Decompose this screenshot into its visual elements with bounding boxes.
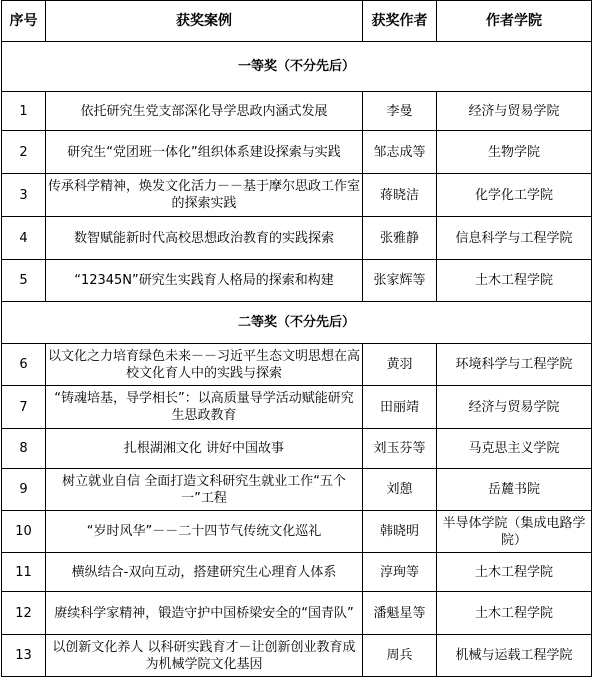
row-author: 张雅静	[363, 217, 437, 260]
row-no: 8	[2, 429, 46, 469]
section-row-first	[2, 42, 592, 92]
row-author: 蒋晓洁	[363, 174, 437, 217]
row-no: 3	[2, 174, 46, 217]
row-author: 韩晓明	[363, 511, 437, 553]
section-row-second	[2, 302, 592, 344]
row-no: 13	[2, 635, 46, 677]
row-author: 淳珣等	[363, 553, 437, 592]
row-college: 生物学院	[437, 131, 592, 174]
row-title: 依托研究生党支部深化导学思政内涵式发展	[46, 92, 363, 131]
table-row	[2, 174, 592, 217]
row-title: 赓续科学家精神，锻造守护中国桥梁安全的“国青队”	[46, 592, 363, 635]
header-author: 获奖作者	[363, 1, 437, 42]
row-college: 环境科学与工程学院	[437, 344, 592, 386]
table-row	[2, 553, 592, 592]
section-label-first-prize: 一等奖（不分先后）	[2, 42, 592, 92]
table-row	[2, 260, 592, 302]
row-title: 以文化之力培育绿色未来－－习近平生态文明思想在高校文化育人中的实践与探索	[46, 344, 363, 386]
table-row	[2, 131, 592, 174]
table-row	[2, 92, 592, 131]
row-college: 经济与贸易学院	[437, 92, 592, 131]
header-college: 作者学院	[437, 1, 592, 42]
row-college: 化学化工学院	[437, 174, 592, 217]
row-college: 半导体学院（集成电路学院）	[437, 511, 592, 553]
row-author: 李曼	[363, 92, 437, 131]
row-author: 田丽靖	[363, 386, 437, 429]
row-author: 张家辉等	[363, 260, 437, 302]
row-no: 7	[2, 386, 46, 429]
row-title: “12345N”研究生实践育人格局的探索和构建	[46, 260, 363, 302]
row-title: 传承科学精神，焕发文化活力－－基于摩尔思政工作室的探索实践	[46, 174, 363, 217]
row-author: 刘玉芬等	[363, 429, 437, 469]
row-college: 信息科学与工程学院	[437, 217, 592, 260]
table-row	[2, 429, 592, 469]
row-title: 树立就业自信 全面打造文科研究生就业工作“五个一”工程	[46, 469, 363, 511]
row-title: 数智赋能新时代高校思想政治教育的实践探索	[46, 217, 363, 260]
row-no: 6	[2, 344, 46, 386]
table-row	[2, 344, 592, 386]
table-row	[2, 635, 592, 677]
row-college: 岳麓书院	[437, 469, 592, 511]
row-author: 邹志成等	[363, 131, 437, 174]
row-author: 刘憩	[363, 469, 437, 511]
table-row	[2, 511, 592, 553]
row-title: “铸魂培基，导学相长”：以高质量导学活动赋能研究生思政教育	[46, 386, 363, 429]
table-row	[2, 592, 592, 635]
row-no: 9	[2, 469, 46, 511]
row-no: 12	[2, 592, 46, 635]
row-author: 周兵	[363, 635, 437, 677]
row-title: 横纵结合-双向互动，搭建研究生心理育人体系	[46, 553, 363, 592]
section-label-second-prize: 二等奖（不分先后）	[2, 302, 592, 344]
row-no: 4	[2, 217, 46, 260]
row-no: 2	[2, 131, 46, 174]
row-title: 扎根湖湘文化 讲好中国故事	[46, 429, 363, 469]
row-college: 土木工程学院	[437, 592, 592, 635]
row-no: 10	[2, 511, 46, 553]
table-row	[2, 386, 592, 429]
header-title: 获奖案例	[46, 1, 363, 42]
row-college: 机械与运载工程学院	[437, 635, 592, 677]
awards-table	[1, 0, 592, 677]
header-no: 序号	[2, 1, 46, 42]
row-college: 马克思主义学院	[437, 429, 592, 469]
table-row	[2, 469, 592, 511]
row-author: 潘魁星等	[363, 592, 437, 635]
row-title: “岁时风华”－－二十四节气传统文化巡礼	[46, 511, 363, 553]
header-row	[2, 1, 592, 42]
row-title: 以创新文化养人 以科研实践育才－让创新创业教育成为机械学院文化基因	[46, 635, 363, 677]
row-college: 土木工程学院	[437, 260, 592, 302]
table-row	[2, 217, 592, 260]
row-college: 土木工程学院	[437, 553, 592, 592]
row-title: 研究生“党团班一体化”组织体系建设探索与实践	[46, 131, 363, 174]
row-no: 11	[2, 553, 46, 592]
row-college: 经济与贸易学院	[437, 386, 592, 429]
row-author: 黄羽	[363, 344, 437, 386]
row-no: 1	[2, 92, 46, 131]
row-no: 5	[2, 260, 46, 302]
